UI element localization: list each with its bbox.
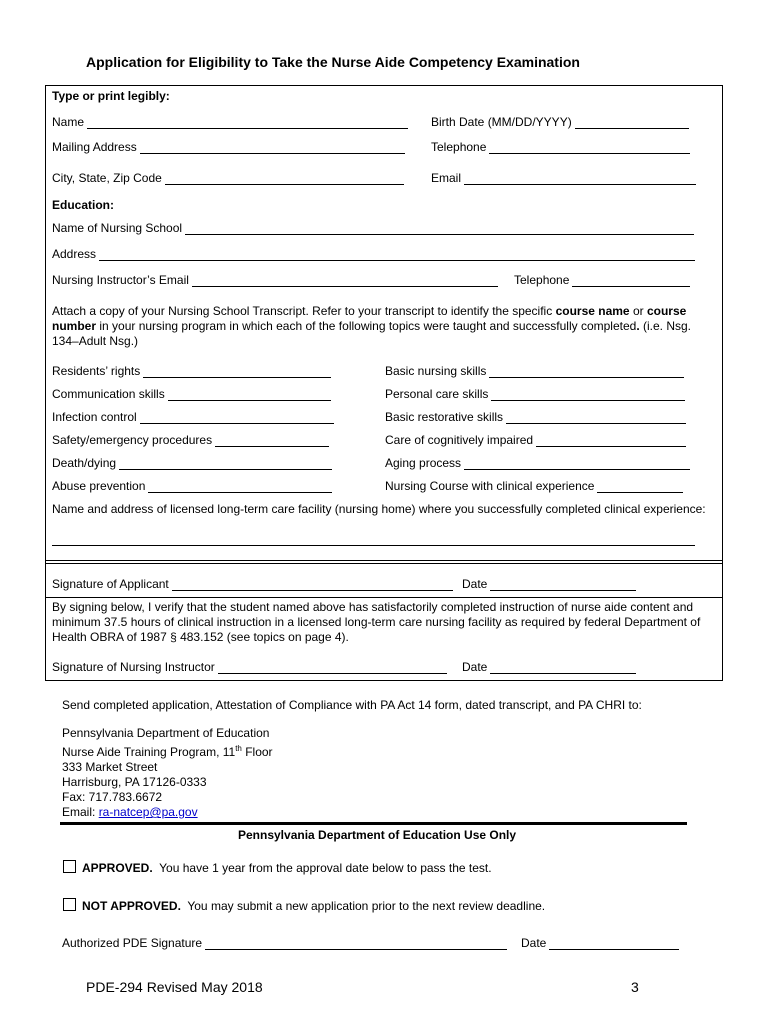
email-label: Email (431, 171, 462, 185)
mailing-address-block (62, 726, 462, 820)
topic-field-basic-nursing-skills[interactable]: Basic nursing skills (385, 364, 684, 378)
school-address-field[interactable] (52, 247, 695, 261)
telephone-field[interactable] (431, 140, 690, 154)
mailing-street: 333 Market Street (62, 760, 158, 774)
topic-field-aging-process[interactable]: Aging process (385, 456, 690, 470)
approved-checkbox[interactable] (63, 860, 76, 873)
topic-field-basic-restorative-skills[interactable]: Basic restorative skills (385, 410, 686, 424)
applicant-signature-label: Signature of Applicant (52, 577, 169, 591)
nursing-school-label: Name of Nursing School (52, 221, 183, 235)
telephone-label: Telephone (431, 140, 487, 154)
topic-field-safety-emergency[interactable]: Safety/emergency procedures (52, 433, 329, 447)
mailing-program: Nurse Aide Training Program, 11th Floor (62, 744, 273, 759)
facility-input-line[interactable] (52, 545, 695, 546)
page-number: 3 (631, 979, 639, 995)
topic-field-infection-control[interactable]: Infection control (52, 410, 334, 424)
mailing-email: Email: ra-natcep@pa.gov (62, 805, 198, 819)
instructions-text: Type or print legibly: (52, 89, 170, 103)
form-title: Application for Eligibility to Take the Nurse Aide Competency Examination (86, 54, 580, 70)
pde-signature-label: Authorized PDE Signature (62, 936, 203, 950)
city-state-zip-label: City, State, Zip Code (52, 171, 162, 185)
education-heading: Education: (52, 198, 114, 212)
topic-field-abuse-prevention[interactable]: Abuse prevention (52, 479, 332, 493)
applicant-signature-field[interactable] (52, 577, 453, 591)
mailing-fax: Fax: 717.783.6672 (62, 790, 163, 804)
applicant-date-label: Date (462, 577, 488, 591)
pde-date-field[interactable] (521, 936, 679, 950)
email-field[interactable] (431, 171, 696, 185)
instructor-signature-label: Signature of Nursing Instructor (52, 660, 215, 674)
office-use-divider (60, 822, 687, 825)
topic-field-residents-rights[interactable]: Residents’ rights (52, 364, 331, 378)
not-approved-row: NOT APPROVED. You may submit a new application prior to the next review deadline. (82, 899, 546, 913)
topic-field-cognitively-impaired[interactable]: Care of cognitively impaired (385, 433, 686, 447)
name-label: Name (52, 115, 85, 129)
pde-signature-field[interactable] (62, 936, 507, 950)
form-id: PDE-294 Revised May 2018 (86, 979, 263, 995)
city-state-zip-field[interactable] (52, 171, 404, 185)
nursing-school-field[interactable] (52, 221, 694, 235)
not-approved-checkbox[interactable] (63, 898, 76, 911)
topic-field-personal-care-skills[interactable]: Personal care skills (385, 387, 685, 401)
instructor-telephone-field[interactable] (514, 273, 690, 287)
topic-field-communication-skills[interactable]: Communication skills (52, 387, 331, 401)
email-link[interactable]: ra-natcep@pa.gov (98, 805, 198, 819)
instructor-signature-field[interactable] (52, 660, 447, 674)
mailing-instruction: Send completed application, Attestation of Compliance with PA Act 14 form, dated transcript, and PA CHRI to: (62, 698, 642, 712)
pde-date-label: Date (521, 936, 547, 950)
instructor-email-label: Nursing Instructor’s Email (52, 273, 189, 287)
instructor-date-field[interactable] (462, 660, 636, 674)
mailing-city: Harrisburg, PA 17126-0333 (62, 775, 207, 789)
birth-date-field[interactable] (431, 115, 689, 129)
instructor-date-label: Date (462, 660, 488, 674)
mailing-address-label: Mailing Address (52, 140, 137, 154)
mailing-org: Pennsylvania Department of Education (62, 726, 270, 740)
section-divider (46, 560, 722, 561)
name-field[interactable] (52, 115, 408, 129)
instructor-email-field[interactable] (52, 273, 498, 287)
approved-row: APPROVED. You have 1 year from the approval date below to pass the test. (82, 861, 492, 875)
section-divider (46, 563, 722, 564)
transcript-note: Attach a copy of your Nursing School Transcript. Refer to your transcript to identify the specific course name or course number in your nursing program in which each of the following topics were taught and successfully completed. (i.e. Nsg. 134–Adult Nsg.) (52, 304, 692, 348)
mailing-address-field[interactable] (52, 140, 405, 154)
topic-field-clinical-experience[interactable]: Nursing Course with clinical experience (385, 479, 683, 493)
school-address-label: Address (52, 247, 97, 261)
instructor-telephone-label: Telephone (514, 273, 570, 287)
office-use-heading: Pennsylvania Department of Education Use Only (238, 828, 517, 842)
verification-text: By signing below, I verify that the student named above has satisfactorily completed instruction of nurse aide content and minimum 37.5 hours of clinical instruction in a licensed long-term care nursing facility as required by federal Department of Health OBRA of 1987 § 483.152 (see topics on page 4). (52, 600, 701, 644)
applicant-date-field[interactable] (462, 577, 636, 591)
birth-date-label: Birth Date (MM/DD/YYYY) (431, 115, 572, 129)
facility-label: Name and address of licensed long-term care facility (nursing home) where you successfully completed clinical experience: (52, 502, 706, 516)
topic-field-death-dying[interactable]: Death/dying (52, 456, 332, 470)
section-divider (46, 597, 722, 598)
